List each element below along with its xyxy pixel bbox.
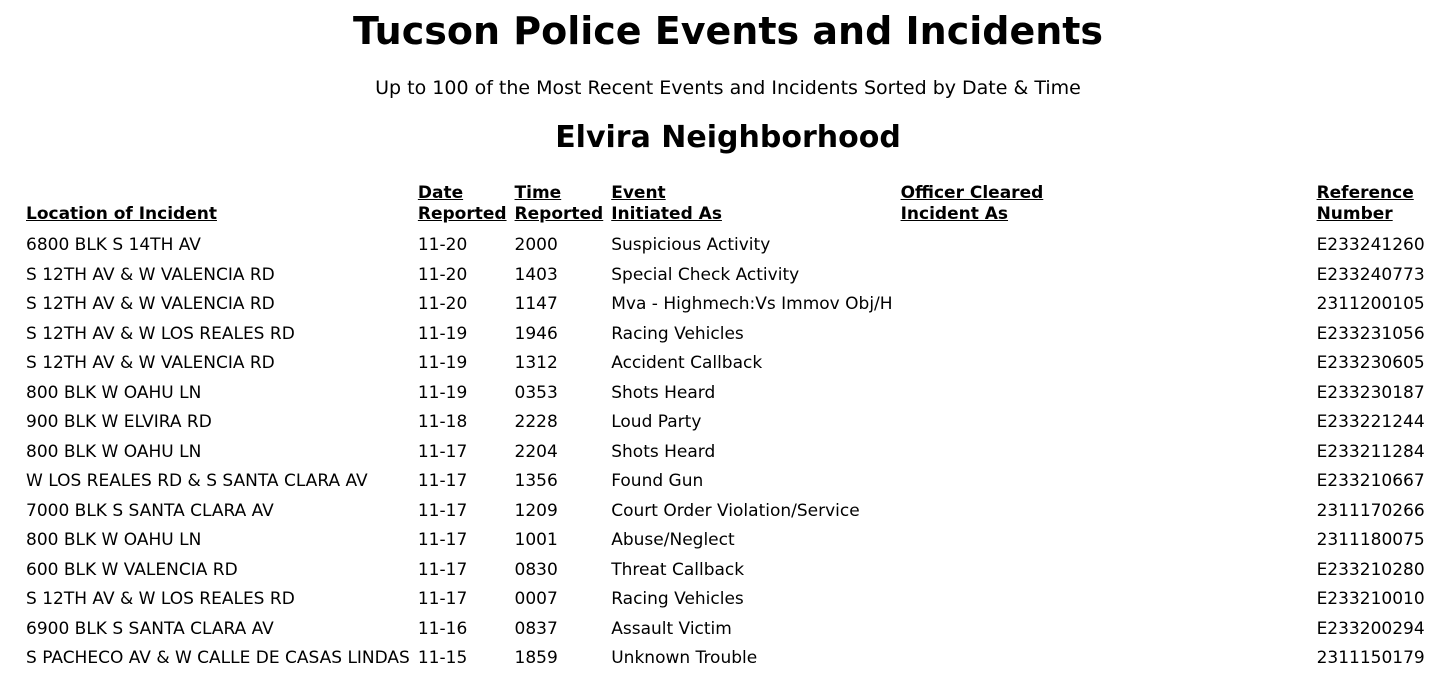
- location-cell: S 12TH AV & W LOS REALES RD: [26, 589, 295, 609]
- event-cell: Shots Heard: [611, 441, 716, 462]
- location-cell: S 12TH AV & W LOS REALES RD: [26, 323, 295, 344]
- time-cell: 2228: [514, 412, 558, 432]
- page-subtitle: Up to 100 of the Most Recent Events and Incidents Sorted by Date & Time: [375, 77, 1081, 99]
- officer-cleared-cell: [897, 526, 1313, 556]
- table-row: [22, 526, 1432, 556]
- reference-number-cell: 2311180075: [1316, 530, 1425, 550]
- officer-cleared-cell: [897, 261, 1313, 291]
- time-cell: 1001: [514, 530, 558, 550]
- reference-number-cell: E233241260: [1316, 235, 1425, 255]
- time-cell: 0830: [514, 559, 558, 580]
- time-cell: 0007: [514, 589, 558, 609]
- reference-number-cell: E233230605: [1316, 353, 1425, 373]
- date-cell: 11-17: [417, 471, 468, 491]
- event-cell: Threat Callback: [611, 559, 745, 580]
- table-row: [22, 231, 1432, 261]
- column-header-time[interactable]: Time Reported: [514, 183, 604, 224]
- incidents-table: [22, 183, 1432, 674]
- date-cell: 11-17: [417, 441, 468, 462]
- location-cell: 900 BLK W ELVIRA RD: [26, 412, 212, 432]
- officer-cleared-cell: [897, 467, 1313, 497]
- reference-number-cell: E233231056: [1316, 323, 1425, 344]
- officer-cleared-cell: [897, 497, 1313, 527]
- time-cell: 1209: [514, 500, 558, 521]
- table-row: [22, 408, 1432, 438]
- event-cell: Special Check Activity: [611, 264, 800, 285]
- event-cell: Suspicious Activity: [611, 235, 771, 255]
- date-cell: 11-18: [417, 412, 468, 432]
- page-title: Tucson Police Events and Incidents: [352, 9, 1104, 53]
- reference-number-cell: E233221244: [1316, 412, 1425, 432]
- reference-number-cell: E233210010: [1316, 589, 1425, 609]
- table-row: [22, 615, 1432, 645]
- officer-cleared-cell: [897, 585, 1313, 615]
- date-cell: 11-17: [417, 559, 468, 580]
- table-row: [22, 585, 1432, 615]
- date-cell: 11-19: [417, 353, 468, 373]
- reference-number-cell: 2311200105: [1316, 294, 1425, 314]
- column-header-officer[interactable]: Officer Cleared Incident As: [900, 183, 1044, 224]
- date-cell: 11-20: [417, 235, 468, 255]
- officer-cleared-cell: [897, 556, 1313, 586]
- table-row: [22, 556, 1432, 586]
- date-cell: 11-16: [417, 618, 468, 639]
- location-cell: 7000 BLK S SANTA CLARA AV: [26, 500, 274, 521]
- date-cell: 11-15: [417, 648, 468, 668]
- officer-cleared-cell: [897, 644, 1313, 674]
- officer-cleared-cell: [897, 231, 1313, 261]
- date-cell: 11-20: [417, 264, 468, 285]
- time-cell: 0837: [514, 618, 558, 639]
- date-cell: 11-17: [417, 500, 468, 521]
- time-cell: 2000: [514, 235, 558, 255]
- location-cell: 800 BLK W OAHU LN: [26, 530, 202, 550]
- officer-cleared-cell: [897, 290, 1313, 320]
- column-header-location[interactable]: Location of Incident: [26, 204, 217, 224]
- location-cell: 800 BLK W OAHU LN: [26, 382, 202, 403]
- time-cell: 1403: [514, 264, 558, 285]
- reference-number-cell: E233210280: [1316, 559, 1425, 580]
- officer-cleared-cell: [897, 349, 1313, 379]
- officer-cleared-cell: [897, 615, 1313, 645]
- column-header-reference[interactable]: Reference Number: [1316, 183, 1414, 224]
- officer-cleared-cell: [897, 438, 1313, 468]
- column-header-event[interactable]: Event Initiated As: [611, 183, 722, 224]
- date-cell: 11-17: [417, 530, 468, 550]
- reference-number-cell: E233240773: [1316, 264, 1425, 285]
- reference-number-cell: 2311170266: [1316, 500, 1425, 521]
- location-cell: S 12TH AV & W VALENCIA RD: [26, 294, 275, 314]
- table-row: [22, 320, 1432, 350]
- time-cell: 2204: [514, 441, 558, 462]
- event-cell: Racing Vehicles: [611, 323, 744, 344]
- table-row: [22, 290, 1432, 320]
- event-cell: Racing Vehicles: [611, 589, 744, 609]
- reference-number-cell: E233211284: [1316, 441, 1425, 462]
- neighborhood-title: Elvira Neighborhood: [555, 120, 901, 155]
- table-row: [22, 379, 1432, 409]
- location-cell: 6900 BLK S SANTA CLARA AV: [26, 618, 274, 639]
- event-cell: Loud Party: [611, 412, 702, 432]
- event-cell: Mva - Highmech:Vs Immov Obj/H: [611, 294, 893, 314]
- table-row: [22, 261, 1432, 291]
- reference-number-cell: E233200294: [1316, 618, 1425, 639]
- table-row: [22, 497, 1432, 527]
- location-cell: W LOS REALES RD & S SANTA CLARA AV: [26, 471, 368, 491]
- incident-rows: [22, 231, 1432, 674]
- time-cell: 1859: [514, 648, 558, 668]
- officer-cleared-cell: [897, 320, 1313, 350]
- location-cell: 600 BLK W VALENCIA RD: [26, 559, 238, 580]
- time-cell: 1356: [514, 471, 558, 491]
- event-cell: Court Order Violation/Service: [611, 500, 860, 521]
- time-cell: 0353: [514, 382, 558, 403]
- location-cell: S 12TH AV & W VALENCIA RD: [26, 353, 275, 373]
- time-cell: 1312: [514, 353, 558, 373]
- location-cell: 800 BLK W OAHU LN: [26, 441, 202, 462]
- event-cell: Accident Callback: [611, 353, 763, 373]
- officer-cleared-cell: [897, 408, 1313, 438]
- time-cell: 1147: [514, 294, 558, 314]
- table-row: [22, 349, 1432, 379]
- date-cell: 11-20: [417, 294, 468, 314]
- event-cell: Shots Heard: [611, 382, 716, 403]
- location-cell: 6800 BLK S 14TH AV: [26, 235, 201, 255]
- time-cell: 1946: [514, 323, 558, 344]
- reference-number-cell: E233230187: [1316, 382, 1425, 403]
- table-header-row: [22, 183, 1432, 231]
- location-cell: S 12TH AV & W VALENCIA RD: [26, 264, 275, 285]
- officer-cleared-cell: [897, 379, 1313, 409]
- table-row: [22, 467, 1432, 497]
- event-cell: Found Gun: [611, 471, 704, 491]
- date-cell: 11-17: [417, 589, 468, 609]
- reference-number-cell: E233210667: [1316, 471, 1425, 491]
- event-cell: Assault Victim: [611, 618, 732, 639]
- table-row: [22, 438, 1432, 468]
- event-cell: Abuse/Neglect: [611, 530, 735, 550]
- column-header-date[interactable]: Date Reported: [417, 183, 507, 224]
- date-cell: 11-19: [417, 323, 468, 344]
- reference-number-cell: 2311150179: [1316, 648, 1425, 668]
- date-cell: 11-19: [417, 382, 468, 403]
- table-row: [22, 644, 1432, 674]
- event-cell: Unknown Trouble: [611, 648, 758, 668]
- location-cell: S PACHECO AV & W CALLE DE CASAS LINDAS: [26, 648, 410, 668]
